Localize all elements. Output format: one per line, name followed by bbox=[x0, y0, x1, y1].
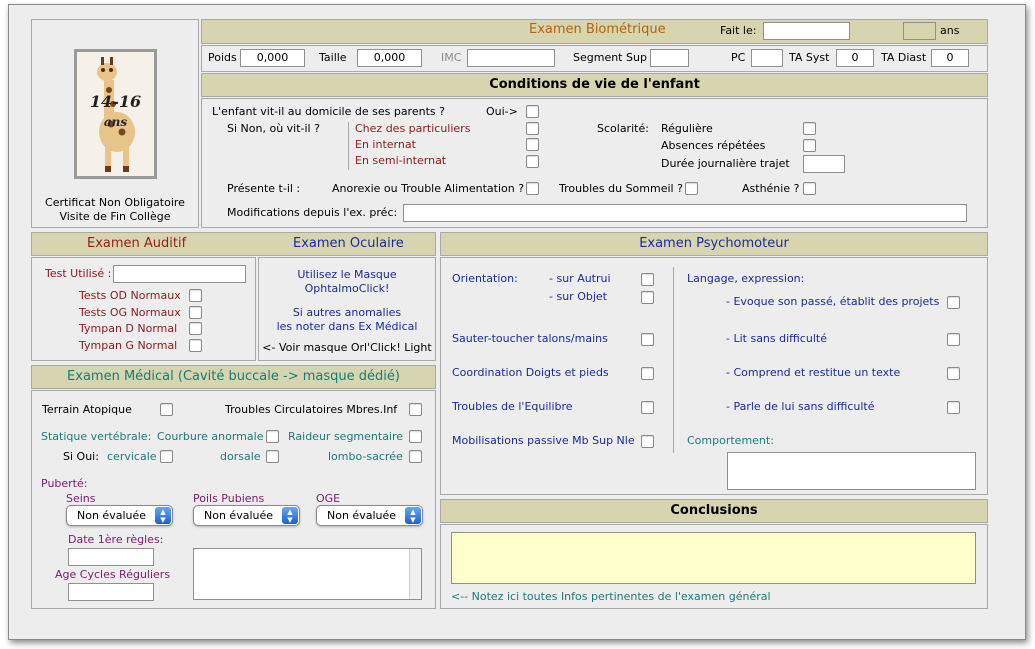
poils-select[interactable] bbox=[193, 505, 300, 526]
semi-internat-label: En semi-internat bbox=[355, 154, 447, 167]
oge-label: OGE bbox=[316, 492, 341, 505]
scolarite-label: Scolarité: bbox=[597, 122, 649, 135]
evoque-label: - Evoque son passé, établit des projets bbox=[726, 295, 940, 308]
coordination-checkbox[interactable] bbox=[641, 367, 654, 380]
internat-checkbox[interactable] bbox=[526, 138, 539, 151]
presente-label: Présente t-il : bbox=[227, 182, 301, 195]
circulatoires-checkbox[interactable] bbox=[409, 403, 422, 416]
conclusions-note: <-- Notez ici toutes Infos pertinentes de l'examen général bbox=[451, 590, 771, 603]
equilibre-checkbox[interactable] bbox=[641, 401, 654, 414]
duree-field[interactable] bbox=[803, 155, 845, 173]
chevron-updown-icon: ▲ ▼ bbox=[405, 507, 421, 524]
oge-select[interactable] bbox=[316, 505, 423, 526]
date-regles-field[interactable] bbox=[68, 548, 154, 566]
objet-label: - sur Objet bbox=[549, 290, 607, 303]
seins-select-value: Non évaluée bbox=[77, 509, 147, 522]
atopique-label: Terrain Atopique bbox=[42, 403, 132, 416]
tadiast-field[interactable]: 0 bbox=[931, 49, 969, 67]
poids-label: Poids bbox=[208, 51, 237, 64]
cervicale-checkbox[interactable] bbox=[160, 450, 173, 463]
tympan-g-label: Tympan G Normal bbox=[79, 339, 178, 352]
evoque-checkbox[interactable] bbox=[947, 296, 960, 309]
giraffe-logo bbox=[74, 49, 157, 179]
auditif-title: Examen Auditif bbox=[87, 236, 187, 251]
date-regles-label: Date 1ère règles: bbox=[68, 533, 164, 546]
medical-title: Examen Médical (Cavité buccale -> masque dédié) bbox=[67, 369, 400, 384]
conclusions-title: Conclusions bbox=[670, 503, 758, 518]
lombo-checkbox[interactable] bbox=[409, 450, 422, 463]
poids-field[interactable]: 0,000 bbox=[240, 49, 305, 67]
particuliers-label: Chez des particuliers bbox=[355, 122, 471, 135]
test-utilise-field[interactable] bbox=[113, 265, 246, 283]
pc-label: PC bbox=[731, 51, 746, 64]
oculaire-line-3: Si autres anomalies bbox=[292, 306, 402, 319]
reguliere-label: Régulière bbox=[661, 122, 713, 135]
duree-label: Durée journalière trajet bbox=[661, 157, 790, 170]
anorexie-checkbox[interactable] bbox=[526, 182, 539, 195]
mobilisation-checkbox[interactable] bbox=[641, 435, 654, 448]
modifications-label: Modifications depuis l'ex. préc: bbox=[227, 206, 398, 219]
tests-od-checkbox[interactable] bbox=[189, 289, 202, 302]
biometrie-title: Examen Biométrique bbox=[529, 22, 666, 37]
puberte-label: Puberté: bbox=[41, 477, 88, 490]
sauter-label: Sauter-toucher talons/mains bbox=[452, 332, 608, 345]
segment-label: Segment Sup bbox=[573, 51, 647, 64]
atopique-checkbox[interactable] bbox=[160, 403, 173, 416]
seins-select[interactable] bbox=[66, 505, 173, 526]
lit-checkbox[interactable] bbox=[947, 333, 960, 346]
tests-og-label: Tests OG Normaux bbox=[79, 306, 181, 319]
dorsale-label: dorsale bbox=[220, 450, 261, 463]
q-domicile-label: L'enfant vit-il au domicile de ses parents ? bbox=[212, 105, 445, 118]
absences-checkbox[interactable] bbox=[803, 139, 816, 152]
parle-checkbox[interactable] bbox=[947, 401, 960, 414]
si-non-label: Si Non, où vit-il ? bbox=[227, 122, 320, 135]
chevron-updown-icon: ▲ ▼ bbox=[282, 507, 298, 524]
imc-label: IMC bbox=[441, 51, 462, 64]
tests-og-checkbox[interactable] bbox=[189, 306, 202, 319]
raideur-label: Raideur segmentaire bbox=[288, 430, 404, 443]
raideur-checkbox[interactable] bbox=[409, 430, 422, 443]
equilibre-label: Troubles de l'Equilibre bbox=[452, 400, 573, 413]
logo-text-top: 14-16 bbox=[89, 92, 142, 111]
logo-panel bbox=[31, 19, 199, 228]
tympan-g-checkbox[interactable] bbox=[189, 339, 202, 352]
autrui-checkbox[interactable] bbox=[641, 273, 654, 286]
logo-caption-2: Visite de Fin Collège bbox=[59, 210, 171, 223]
seins-label: Seins bbox=[66, 492, 96, 505]
tasyst-field[interactable]: 0 bbox=[836, 49, 874, 67]
tests-od-label: Tests OD Normaux bbox=[79, 289, 181, 302]
conditions-title: Conditions de vie de l'enfant bbox=[489, 77, 700, 92]
langage-label: Langage, expression: bbox=[687, 272, 805, 285]
test-utilise-label: Test Utilisé : bbox=[45, 267, 112, 280]
autrui-label: - sur Autrui bbox=[549, 272, 611, 285]
dorsale-checkbox[interactable] bbox=[266, 450, 279, 463]
psycho-title: Examen Psychomoteur bbox=[639, 236, 789, 251]
ans-label: ans bbox=[940, 24, 960, 37]
oui-label: Oui-> bbox=[486, 105, 518, 118]
lit-label: - Lit sans difficulté bbox=[726, 332, 827, 345]
conclusions-field[interactable] bbox=[451, 532, 976, 584]
sommeil-checkbox[interactable] bbox=[685, 182, 698, 195]
tasyst-label: TA Syst bbox=[789, 51, 830, 64]
pc-field[interactable] bbox=[751, 49, 783, 67]
logo-text-bottom: ans bbox=[103, 115, 128, 129]
tympan-d-label: Tympan D Normal bbox=[79, 322, 178, 335]
circulatoires-label: Troubles Circulatoires Mbres.Inf bbox=[225, 403, 398, 416]
oculaire-line-4: les noter dans Ex Médical bbox=[276, 320, 418, 333]
oculaire-title: Examen Oculaire bbox=[293, 236, 404, 251]
sommeil-label: Troubles du Sommeil ? bbox=[559, 182, 683, 195]
courbure-label: Courbure anormale bbox=[157, 430, 264, 443]
tympan-d-checkbox[interactable] bbox=[189, 322, 202, 335]
divider bbox=[348, 122, 349, 170]
medical-notes-field[interactable] bbox=[193, 548, 422, 600]
comportement-field[interactable] bbox=[727, 452, 976, 490]
coordination-label: Coordination Doigts et pieds bbox=[452, 366, 609, 379]
poils-label: Poils Pubiens bbox=[193, 492, 265, 505]
poils-select-value: Non évaluée bbox=[204, 509, 274, 522]
chevron-updown-icon: ▲ ▼ bbox=[155, 507, 171, 524]
oge-select-value: Non évaluée bbox=[327, 509, 397, 522]
oculaire-line-1: Utilisez le Masque bbox=[297, 268, 397, 281]
imc-field bbox=[467, 49, 555, 67]
age-cycles-label: Age Cycles Réguliers bbox=[55, 568, 171, 581]
comportement-label: Comportement: bbox=[687, 434, 774, 447]
modifications-field[interactable] bbox=[403, 204, 967, 222]
giraffe-icon bbox=[77, 52, 154, 176]
cervicale-label: cervicale bbox=[107, 450, 157, 463]
comprend-label: - Comprend et restitue un texte bbox=[726, 366, 901, 379]
oculaire-line-2: OphtalmoClick! bbox=[304, 282, 390, 295]
internat-label: En internat bbox=[355, 138, 416, 151]
statique-label: Statique vertébrale: bbox=[41, 430, 152, 443]
courbure-checkbox[interactable] bbox=[266, 430, 279, 443]
mobilisation-label: Mobilisations passive Mb Sup Nle bbox=[452, 434, 635, 447]
age-field bbox=[903, 22, 936, 40]
age-cycles-field[interactable] bbox=[68, 583, 154, 601]
segment-field[interactable] bbox=[650, 49, 689, 67]
absences-label: Absences répétées bbox=[661, 139, 766, 152]
divider bbox=[673, 267, 674, 453]
asthenie-label: Asthénie ? bbox=[742, 182, 800, 195]
sauter-checkbox[interactable] bbox=[641, 333, 654, 346]
objet-checkbox[interactable] bbox=[641, 291, 654, 304]
scrollbar[interactable] bbox=[409, 549, 421, 599]
semi-internat-checkbox[interactable] bbox=[526, 155, 539, 168]
anorexie-label: Anorexie ou Trouble Alimentation ? bbox=[332, 182, 525, 195]
taille-field[interactable]: 0,000 bbox=[357, 49, 422, 67]
oui-checkbox[interactable] bbox=[526, 105, 539, 118]
logo-caption-1: Certificat Non Obligatoire bbox=[45, 196, 185, 209]
tadiast-label: TA Diast bbox=[881, 51, 927, 64]
parle-label: - Parle de lui sans difficulté bbox=[726, 400, 875, 413]
oculaire-line-5: <- Voir masque Orl'Click! Light bbox=[262, 341, 432, 354]
reguliere-checkbox[interactable] bbox=[803, 122, 816, 135]
lombo-label: lombo-sacrée bbox=[328, 450, 403, 463]
taille-label: Taille bbox=[319, 51, 347, 64]
asthenie-checkbox[interactable] bbox=[803, 182, 816, 195]
particuliers-checkbox[interactable] bbox=[526, 122, 539, 135]
si-oui-label: Si Oui: bbox=[63, 450, 99, 463]
fait-le-field[interactable] bbox=[763, 22, 850, 40]
main-window bbox=[8, 4, 1026, 640]
orientation-label: Orientation: bbox=[452, 272, 518, 285]
comprend-checkbox[interactable] bbox=[947, 367, 960, 380]
fait-le-label: Fait le: bbox=[720, 24, 757, 37]
